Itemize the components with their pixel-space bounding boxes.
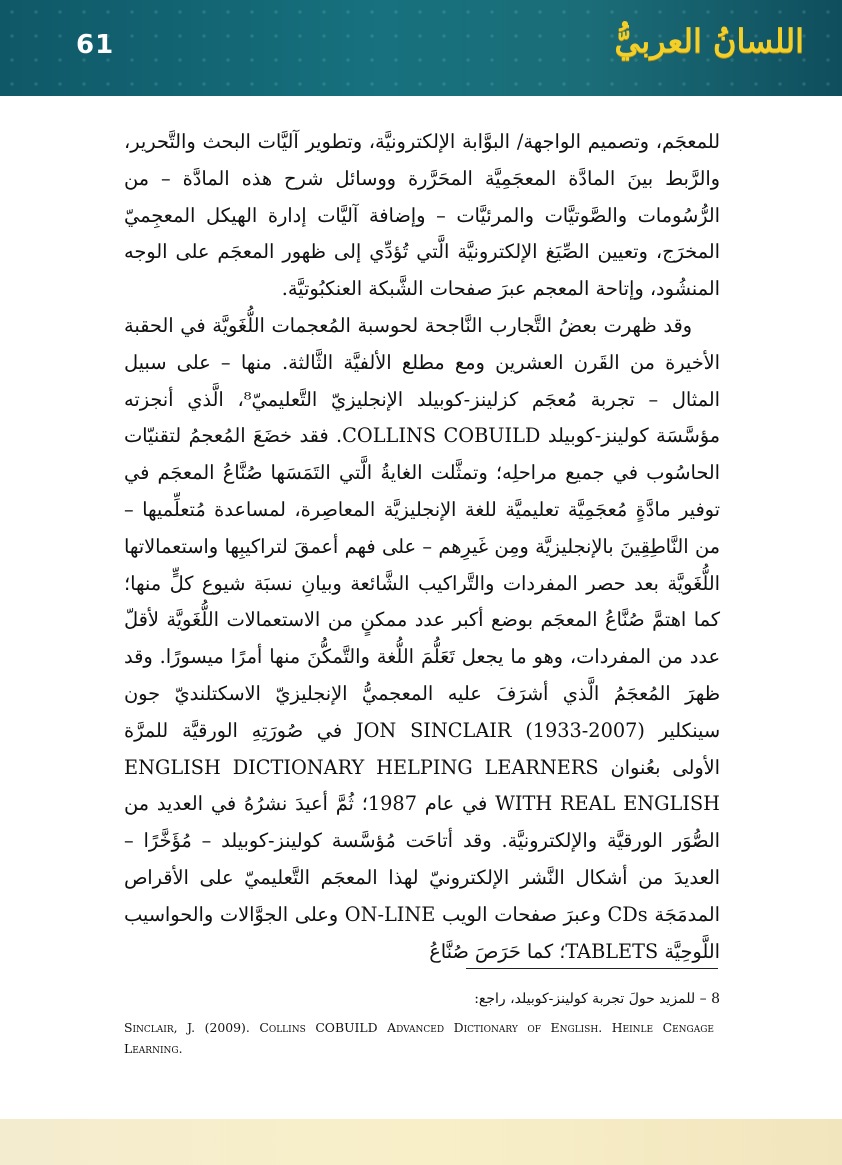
page-footer-band [0, 1119, 842, 1165]
page-number: 61 [76, 30, 115, 60]
footnote-arabic: 8 – للمزيد حولَ تجربة كولينز-كوبيلد، راجع: [474, 991, 720, 1007]
page-header [0, 0, 842, 96]
footnote-reference: Sinclair, J. (2009). Collins COBUILD Advanced Dictionary of English. Heinle Cengage Learning. [124, 1020, 714, 1056]
paragraph-2: وقد ظهرت بعضُ التَّجارب النَّاجحة لحوسبة المُعجمات اللُّغَويَّة في الحقبة الأخيرة من القَرن العشرين ومع مطلع الألفيَّة الثَّالثة. منها – على سبيل المثال – تجربة مُعجَم كزلينز-كوبيلد الإنجليزيّ التَّعليميّ⁸، الَّذي أنجزته مؤسَّسَة كولينز-كوبيلد COLLINS COBUILD. فقد خضَعَ المُعجمُ لتقنيّات الحاسُوب في جميع مراحلِه؛ وتمثَّلت الغايةُ الَّتي التَمَسَها صُنَّاعُ المعجَم في توفير مادَّةٍ مُعجَمِيَّة تعليميَّة للغة الإنجليزيَّة المعاصِرة، لمساعدة مُتعلِّميها – من النَّاطِقِينَ بالإنجليزيَّة ومِن غَيرِهم – على فهم أعمقَ لتراكيبِها واستعمالاتها اللُّغَويَّة بعد حصر المفردات والتَّراكيب الشَّائعة وبيانِ نسبَة شيوع كلٍّ منها؛ كما اهتمَّ صُنَّاعُ المعجَم بوضع أكبر عدد ممكنٍ من الاستعمالات اللُّغَويَّة لأقلّ عدد من المفردات، وهو ما يجعل تَعَلُّمَ اللُّغة والتَّمكُّنَ منها أمرًا ميسورًا. وقد ظهرَ المُعجَمُ الَّذي أشرَفَ عليه المعجميُّ الإنجليزيّ الاسكتلنديّ جون سينكلير JON SINCLAIR (1933-2007) في صُورَتِهِ الورقيَّة للمرَّة الأولى بعُنوان ENGLISH DICTIONARY HELPING LEARNERS WITH REAL ENGLISH في عام 1987؛ ثُمَّ أعيدَ نشرُهُ في العديد من الصُّوَر الورقيَّة والإلكترونيَّة. وقد أتاحَت مُؤسَّسة كولينز-كوبيلد – مُؤَخَّرًا – العديدَ من أشكال النَّشر الإلكترونيّ لهذا المعجَم التَّعليميّ على الأقراص المدمَجَة CDs وعبرَ صفحات الويب ON-LINE وعلى الجوَّالات والحواسيب اللَّوحِيَّة TABLETS؛ كما حَرَصَ صُنَّاعُ [124, 313, 720, 963]
journal-logo: اللسانُ العربيُّ [614, 22, 804, 60]
paragraph-1: للمعجَم، وتصميم الواجهة/ البوَّابة الإلكترونيَّة، وتطوير آليَّات البحث والتَّحرير، والرَّبط بينَ المادَّة المعجَمِيَّة المحَرَّرة ووسائل شرح هذه المادَّة – من الرُّسُومات والصَّوتيَّات والمرئيَّات – وإضافة آليَّات إدارة الهيكل المعجِميّ المخرَج، وتعيين الصِّيَغ الإلكترونيَّة الَّتي تُؤدِّي إلى ظهور المعجَم على الوجه المنشُود، وإتاحة المعجم عبرَ صفحات الشَّبكة العنكبُوتيَّة. [124, 130, 720, 301]
footnote-divider [466, 968, 718, 969]
article-body [124, 124, 720, 970]
